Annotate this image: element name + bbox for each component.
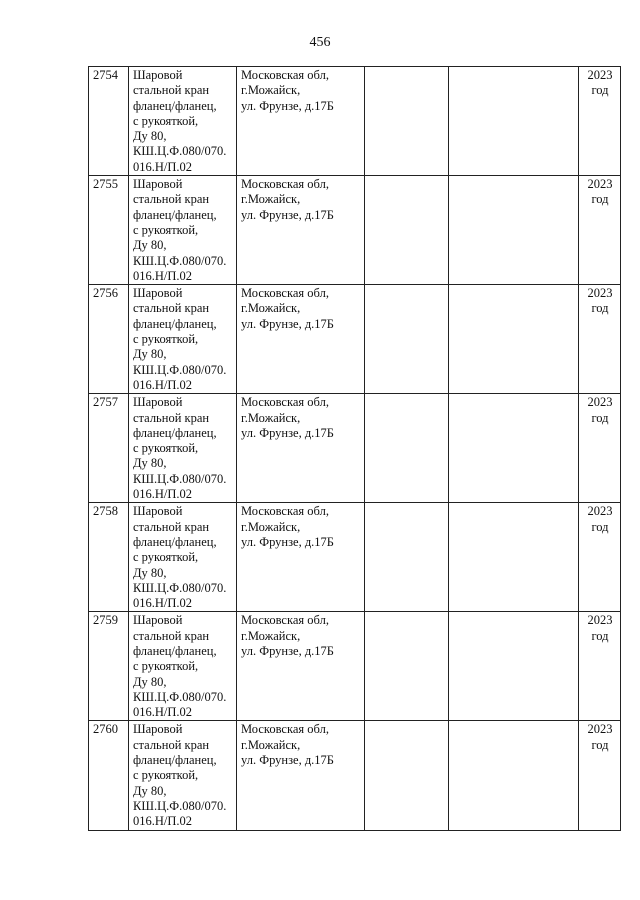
address-line: ул. Фрунзе, д.17Б bbox=[241, 643, 334, 658]
table-row bbox=[89, 67, 621, 176]
year-cell bbox=[579, 67, 621, 176]
item-name-cell bbox=[129, 394, 237, 503]
address-line: Московская обл, bbox=[241, 68, 329, 82]
page-number: 456 bbox=[309, 35, 331, 50]
item-name-line: с рукояткой, bbox=[133, 550, 199, 565]
year-cell bbox=[579, 721, 621, 830]
item-name-cell bbox=[129, 721, 237, 830]
address-line: г.Можайск, bbox=[241, 192, 301, 207]
item-name-line: стальной кран bbox=[133, 301, 210, 316]
year-line: 2023 bbox=[587, 395, 613, 410]
row-number: 2757 bbox=[93, 395, 118, 410]
item-name-line: КШ.Ц.Ф.080/070. bbox=[133, 144, 227, 159]
year-line: год bbox=[591, 410, 609, 425]
item-name-line: Ду 80, bbox=[133, 456, 167, 471]
item-name-line: 016.Н/П.02 bbox=[133, 268, 193, 283]
address-line: г.Можайск, bbox=[241, 519, 301, 534]
table-row bbox=[89, 176, 621, 285]
empty-cell-5 bbox=[449, 176, 579, 285]
item-name-line: 016.Н/П.02 bbox=[133, 705, 193, 720]
item-name-line: с рукояткой, bbox=[133, 659, 199, 674]
empty-cell-4 bbox=[365, 503, 449, 612]
item-name-line: стальной кран bbox=[133, 83, 210, 98]
address-line: г.Можайск, bbox=[241, 628, 301, 643]
year-line: 2023 bbox=[587, 613, 613, 628]
table-row bbox=[89, 612, 621, 721]
row-number: 2759 bbox=[93, 613, 118, 628]
item-name-line: 016.Н/П.02 bbox=[133, 596, 193, 611]
address-line: Московская обл, bbox=[241, 177, 329, 192]
address-cell bbox=[237, 394, 365, 503]
item-name-line: 016.Н/П.02 bbox=[133, 377, 193, 392]
year-cell bbox=[579, 394, 621, 503]
empty-cell-5 bbox=[449, 612, 579, 721]
item-name-line: фланец/фланец, bbox=[133, 425, 217, 440]
item-name-line: 016.Н/П.02 bbox=[133, 814, 193, 829]
year-cell bbox=[579, 285, 621, 394]
item-name-line: фланец/фланец, bbox=[133, 316, 217, 331]
address-line: ул. Фрунзе, д.17Б bbox=[241, 98, 334, 113]
item-name-line: Ду 80, bbox=[133, 238, 167, 253]
row-number-cell bbox=[89, 176, 129, 285]
table-row bbox=[89, 721, 621, 830]
address-line: Московская обл, bbox=[241, 286, 329, 301]
empty-cell-4 bbox=[365, 721, 449, 830]
row-number: 2758 bbox=[93, 504, 118, 519]
address-cell bbox=[237, 503, 365, 612]
item-name-line: стальной кран bbox=[133, 519, 210, 534]
address-line: г.Можайск, bbox=[241, 83, 301, 98]
row-number: 2756 bbox=[93, 286, 118, 301]
year-line: 2023 bbox=[587, 68, 613, 82]
item-name-line: фланец/фланец, bbox=[133, 753, 217, 768]
item-name-line: с рукояткой, bbox=[133, 768, 199, 783]
item-name-cell bbox=[129, 612, 237, 721]
table-row bbox=[89, 285, 621, 394]
year-line: 2023 bbox=[587, 286, 613, 301]
year-cell bbox=[579, 503, 621, 612]
address-cell bbox=[237, 285, 365, 394]
item-name-line: КШ.Ц.Ф.080/070. bbox=[133, 580, 227, 595]
item-name-cell bbox=[129, 176, 237, 285]
item-name-line: стальной кран bbox=[133, 410, 210, 425]
item-name-line: фланец/фланец, bbox=[133, 534, 217, 549]
row-number-cell bbox=[89, 503, 129, 612]
empty-cell-4 bbox=[365, 612, 449, 721]
item-name-line: КШ.Ц.Ф.080/070. bbox=[133, 253, 227, 268]
item-name-line: КШ.Ц.Ф.080/070. bbox=[133, 798, 227, 813]
item-name-line: Шаровой bbox=[133, 177, 183, 192]
item-name-line: фланец/фланец, bbox=[133, 98, 217, 113]
address-line: ул. Фрунзе, д.17Б bbox=[241, 207, 334, 222]
item-name-line: Ду 80, bbox=[133, 347, 167, 362]
register-table bbox=[88, 66, 621, 831]
address-cell bbox=[237, 176, 365, 285]
item-name-line: Шаровой bbox=[133, 613, 183, 628]
year-cell bbox=[579, 176, 621, 285]
item-name-line: фланец/фланец, bbox=[133, 643, 217, 658]
empty-cell-4 bbox=[365, 67, 449, 176]
address-line: ул. Фрунзе, д.17Б bbox=[241, 425, 334, 440]
item-name-line: Шаровой bbox=[133, 722, 183, 737]
item-name-line: с рукояткой, bbox=[133, 332, 199, 347]
item-name-line: Ду 80, bbox=[133, 674, 167, 689]
year-line: 2023 bbox=[587, 722, 613, 737]
row-number-cell bbox=[89, 721, 129, 830]
address-line: Московская обл, bbox=[241, 504, 329, 519]
address-cell bbox=[237, 721, 365, 830]
item-name-line: Ду 80, bbox=[133, 129, 167, 144]
year-cell bbox=[579, 612, 621, 721]
row-number-cell bbox=[89, 285, 129, 394]
item-name-line: Шаровой bbox=[133, 68, 183, 82]
empty-cell-5 bbox=[449, 394, 579, 503]
address-line: ул. Фрунзе, д.17Б bbox=[241, 753, 334, 768]
row-number-cell bbox=[89, 612, 129, 721]
row-number-cell bbox=[89, 67, 129, 176]
address-cell bbox=[237, 67, 365, 176]
table-row bbox=[89, 503, 621, 612]
item-name-line: Шаровой bbox=[133, 286, 183, 301]
empty-cell-5 bbox=[449, 285, 579, 394]
item-name-line: стальной кран bbox=[133, 737, 210, 752]
item-name-line: фланец/фланец, bbox=[133, 207, 217, 222]
row-number: 2760 bbox=[93, 722, 118, 737]
empty-cell-4 bbox=[365, 394, 449, 503]
item-name-cell bbox=[129, 503, 237, 612]
empty-cell-5 bbox=[449, 721, 579, 830]
item-name-cell bbox=[129, 67, 237, 176]
year-line: 2023 bbox=[587, 504, 613, 519]
item-name-line: стальной кран bbox=[133, 628, 210, 643]
empty-cell-5 bbox=[449, 67, 579, 176]
address-line: ул. Фрунзе, д.17Б bbox=[241, 534, 334, 549]
item-name-line: Шаровой bbox=[133, 504, 183, 519]
address-line: Московская обл, bbox=[241, 395, 329, 410]
address-line: г.Можайск, bbox=[241, 301, 301, 316]
item-name-line: с рукояткой, bbox=[133, 222, 199, 237]
row-number-cell bbox=[89, 394, 129, 503]
year-line: год bbox=[591, 519, 609, 534]
item-name-line: стальной кран bbox=[133, 192, 210, 207]
item-name-line: с рукояткой, bbox=[133, 441, 199, 456]
item-name-line: КШ.Ц.Ф.080/070. bbox=[133, 689, 227, 704]
item-name-cell bbox=[129, 285, 237, 394]
row-number: 2755 bbox=[93, 177, 118, 192]
year-line: год bbox=[591, 192, 609, 207]
empty-cell-5 bbox=[449, 503, 579, 612]
address-line: Московская обл, bbox=[241, 722, 329, 737]
item-name-line: 016.Н/П.02 bbox=[133, 487, 193, 502]
year-line: год bbox=[591, 83, 609, 98]
register-table-body bbox=[89, 67, 621, 831]
empty-cell-4 bbox=[365, 176, 449, 285]
item-name-line: Шаровой bbox=[133, 395, 183, 410]
address-line: г.Можайск, bbox=[241, 737, 301, 752]
address-line: ул. Фрунзе, д.17Б bbox=[241, 316, 334, 331]
item-name-line: 016.Н/П.02 bbox=[133, 159, 193, 174]
item-name-line: Ду 80, bbox=[133, 565, 167, 580]
address-cell bbox=[237, 612, 365, 721]
address-line: Московская обл, bbox=[241, 613, 329, 628]
empty-cell-4 bbox=[365, 285, 449, 394]
item-name-line: Ду 80, bbox=[133, 783, 167, 798]
year-line: год bbox=[591, 628, 609, 643]
table-row bbox=[89, 394, 621, 503]
address-line: г.Можайск, bbox=[241, 410, 301, 425]
year-line: 2023 bbox=[587, 177, 613, 192]
year-line: год bbox=[591, 737, 609, 752]
item-name-line: с рукояткой, bbox=[133, 113, 199, 128]
item-name-line: КШ.Ц.Ф.080/070. bbox=[133, 471, 227, 486]
row-number: 2754 bbox=[93, 68, 118, 82]
year-line: год bbox=[591, 301, 609, 316]
item-name-line: КШ.Ц.Ф.080/070. bbox=[133, 362, 227, 377]
